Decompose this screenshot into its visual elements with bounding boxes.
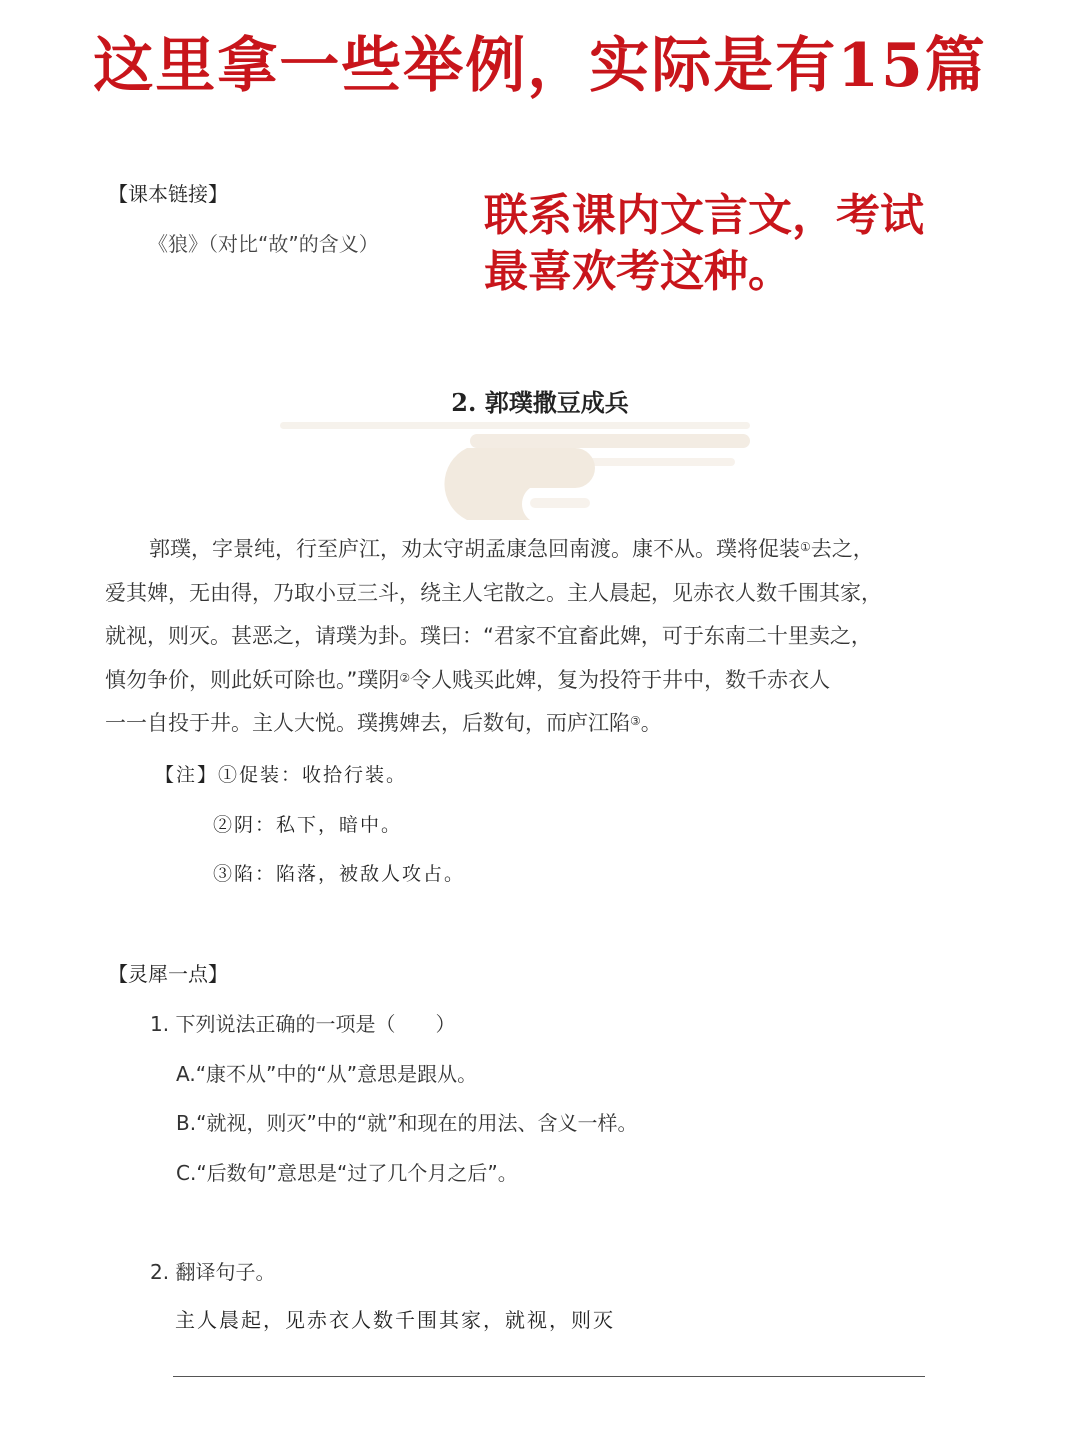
callout-line-2: 最喜欢考这种。 [484, 246, 792, 297]
question-1-stem: 1. 下列说法正确的一项是（ ） [150, 1012, 456, 1036]
story-title: 2. 郭璞撒豆成兵 [451, 388, 629, 417]
note-3: ③陷：陷落，被敌人攻占。 [213, 863, 466, 885]
callout-annotation [484, 188, 1064, 300]
answer-line[interactable] [173, 1376, 925, 1377]
callout-line-1: 联系课内文言文，考试 [484, 190, 924, 241]
footnote-marker-2: ② [399, 670, 411, 685]
textbook-link-content: 《狼》（对比“故”的含义） [148, 232, 379, 256]
passage-line-2: 爱其婢，无由得，乃取小豆三斗，绕主人宅散之。主人晨起，见赤衣人数千围其家， [105, 580, 882, 605]
passage-text: 令人贱买此婢，复为投符于井中，数千赤衣人 [410, 667, 831, 692]
footnote-marker-3: ③ [630, 714, 641, 728]
passage-text: 郭璞，字景纯，行至庐江，劝太守胡孟康急回南渡。康不从。璞将促装 [149, 537, 800, 561]
banner-title: 这里拿一些举例，实际是有15篇 [93, 31, 987, 101]
exercise-label: 【灵犀一点】 [108, 962, 228, 986]
note-2: ②阴：私下，暗中。 [213, 814, 403, 836]
note-1: 【注】①促装：收拾行装。 [155, 764, 408, 786]
passage-line-1 [105, 528, 935, 572]
passage-text: 一一自投于井。主人大悦。璞携婢去，后数旬，而庐江陷 [105, 711, 630, 735]
question-2-stem: 2. 翻译句子。 [150, 1260, 276, 1284]
footnote-marker-1: ① [800, 540, 811, 554]
passage-text: 去之， [810, 537, 874, 561]
passage-text: 慎勿争价，则此妖可除也。”璞阴 [105, 667, 400, 692]
option-c[interactable]: C.“后数旬”意思是“过了几个月之后”。 [176, 1161, 518, 1185]
option-a[interactable]: A.“康不从”中的“从”意思是跟从。 [176, 1062, 478, 1086]
option-b[interactable]: B.“就视，则灭”中的“就”和现在的用法、含义一样。 [176, 1111, 638, 1135]
passage-line-5 [105, 702, 935, 746]
textbook-link-label: 【课本链接】 [108, 182, 228, 206]
passage-line-4 [105, 659, 935, 703]
passage-text: 。 [640, 711, 662, 735]
story-passage [105, 528, 935, 746]
cloud-ornament-icon [275, 420, 755, 525]
translate-sentence: 主人晨起，见赤衣人数千围其家，就视，则灭 [175, 1308, 615, 1332]
passage-line-3: 就视，则灭。甚恶之，请璞为卦。璞曰：“君家不宜畜此婢，可于东南二十里卖之， [105, 624, 872, 648]
